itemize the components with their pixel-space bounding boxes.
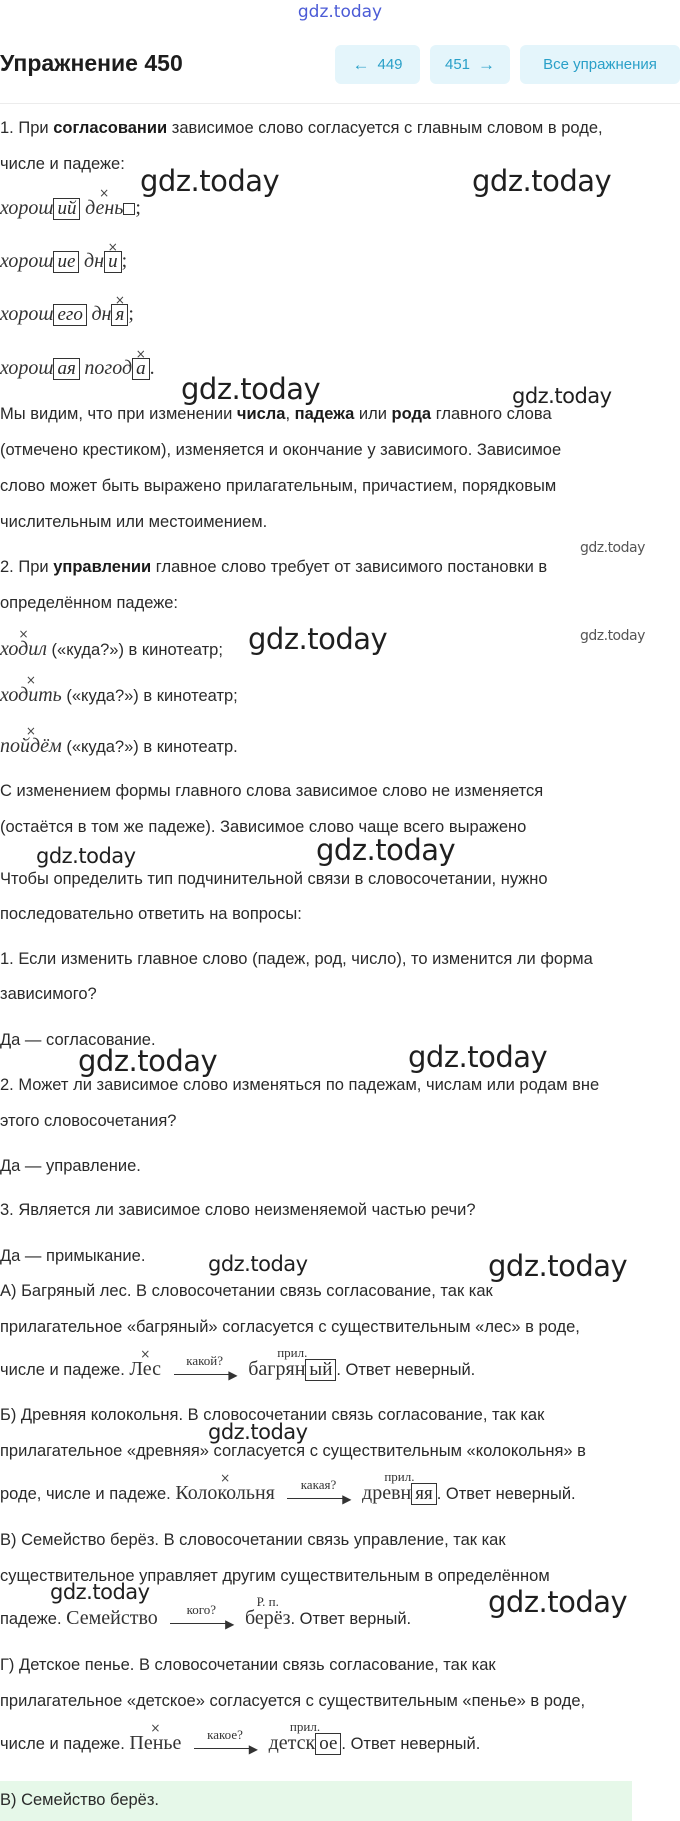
option-g-line: прилагательное «детское» согласуется с существительным «пенье» в роде, [0, 1692, 586, 1710]
example-line: × ходил («куда?») в кинотеатр; [0, 638, 223, 661]
text-line: 1. Если изменить главное слово (падеж, род, число), то изменится ли форма [0, 950, 593, 968]
text-line: 1. При согласовании зависимое слово согласуется с главным словом в роде, [0, 119, 603, 137]
question-arrow: какая? ▶ [285, 1484, 351, 1506]
option-g-line: числе и падеже. × Пенье какое? ▶ прил. детск ое . Ответ неверный. [0, 1732, 480, 1756]
option-b-line: Б) Древняя колокольня. В словосочетании связь согласование, так как [0, 1406, 545, 1424]
answer-text: В) Семейство берёз. [0, 1791, 160, 1809]
text-line: (остаётся в том же падеже). Зависимое слово чаще всего выражено [0, 818, 527, 836]
option-b-line: роде, числе и падеже. × Колокольня какая? ▶ прил. древн яя . Ответ неверный. [0, 1482, 576, 1506]
question-arrow: кого? ▶ [168, 1609, 234, 1631]
watermark: gdz.today [488, 1585, 628, 1619]
text-line: 3. Является ли зависимое слово неизменяемой частью речи? [0, 1201, 476, 1219]
watermark: gdz.today [181, 372, 321, 406]
text-line: Да — примыкание. [0, 1247, 146, 1265]
text-line: слово может быть выражено прилагательным, причастием, порядковым [0, 477, 557, 495]
example-line: хорош его дн× я ; [0, 303, 134, 326]
next-exercise-label: 451 [444, 56, 471, 73]
example-line: × ходить («куда?») в кинотеатр; [0, 684, 238, 707]
text-line: Чтобы определить тип подчинительной связи в словосочетании, нужно [0, 870, 548, 888]
example-line: хорош ие дн× и ; [0, 250, 127, 273]
arrow-right-icon: → [478, 54, 496, 74]
text-line: Да — управление. [0, 1157, 141, 1175]
example-line: хорош ая погод× а . [0, 357, 155, 380]
example-line: хорош ий × день ; [0, 197, 141, 220]
watermark: gdz.today [472, 164, 612, 198]
option-v-line: существительное управляет другим существительным в определённом [0, 1567, 550, 1585]
next-exercise-button[interactable] [430, 45, 510, 84]
watermark: gdz.today [208, 1252, 308, 1276]
empty-ending-box [123, 203, 135, 215]
text-line: С изменением формы главного слова зависимое слово не изменяется [0, 782, 544, 800]
question-arrow: какое? ▶ [192, 1734, 258, 1756]
watermark: gdz.today [580, 540, 645, 556]
header-divider [0, 103, 680, 104]
watermark: gdz.today [78, 1044, 218, 1078]
text-line: 2. Может ли зависимое слово изменяться по падежам, числам или родам вне [0, 1076, 600, 1094]
option-v-line: В) Семейство берёз. В словосочетании связь управление, так как [0, 1531, 506, 1549]
text-line: числе и падеже: [0, 155, 125, 173]
option-b-line: прилагательное «древняя» согласуется с существительным «колокольня» в [0, 1442, 586, 1460]
watermark: gdz.today [408, 1040, 548, 1074]
watermark: gdz.today [488, 1249, 628, 1283]
prev-exercise-button[interactable] [335, 45, 420, 84]
text-line: зависимого? [0, 985, 97, 1003]
text-line: 2. При управлении главное слово требует от зависимого постановки в [0, 558, 548, 576]
text-line: Да — согласование. [0, 1031, 156, 1049]
watermark: gdz.today [36, 844, 136, 868]
arrow-left-icon: ← [352, 54, 370, 74]
text-line: числительным или местоимением. [0, 513, 268, 531]
question-arrow: какой? ▶ [172, 1360, 238, 1382]
prev-exercise-label: 449 [377, 56, 403, 73]
site-logo[interactable]: gdz.today [297, 2, 383, 22]
option-a-line: А) Багряный лес. В словосочетании связь согласование, так как [0, 1282, 493, 1300]
watermark: gdz.today [140, 164, 280, 198]
all-exercises-button[interactable] [520, 45, 680, 84]
example-line: × пойдём («куда?») в кинотеатр. [0, 735, 238, 758]
watermark: gdz.today [248, 622, 388, 656]
watermark: gdz.today [512, 384, 612, 408]
watermark: gdz.today [50, 1580, 150, 1604]
all-exercises-label: Все упражнения [543, 56, 657, 73]
option-a-line: числе и падеже. × Лес какой? ▶ прил. багрян ый . Ответ неверный. [0, 1358, 475, 1382]
page-title: Упражнение 450 [0, 50, 183, 76]
text-line: Мы видим, что при изменении числа, падежа или рода главного слова [0, 405, 552, 423]
watermark: gdz.today [208, 1420, 308, 1444]
watermark: gdz.today [580, 628, 645, 644]
answer-box [0, 1781, 632, 1821]
text-line: этого словосочетания? [0, 1112, 177, 1130]
text-line: определённом падеже: [0, 594, 179, 612]
option-g-line: Г) Детское пенье. В словосочетании связь согласование, так как [0, 1656, 496, 1674]
text-line: последовательно ответить на вопросы: [0, 905, 302, 923]
watermark: gdz.today [316, 833, 456, 867]
text-line: (отмечено крестиком), изменяется и окончание у зависимого. Зависимое [0, 441, 562, 459]
option-v-line: падеже. Семейство кого? ▶ Р. п. берёз. Ответ верный. [0, 1594, 412, 1631]
option-a-line: прилагательное «багряный» согласуется с существительным «лес» в роде, [0, 1318, 580, 1336]
